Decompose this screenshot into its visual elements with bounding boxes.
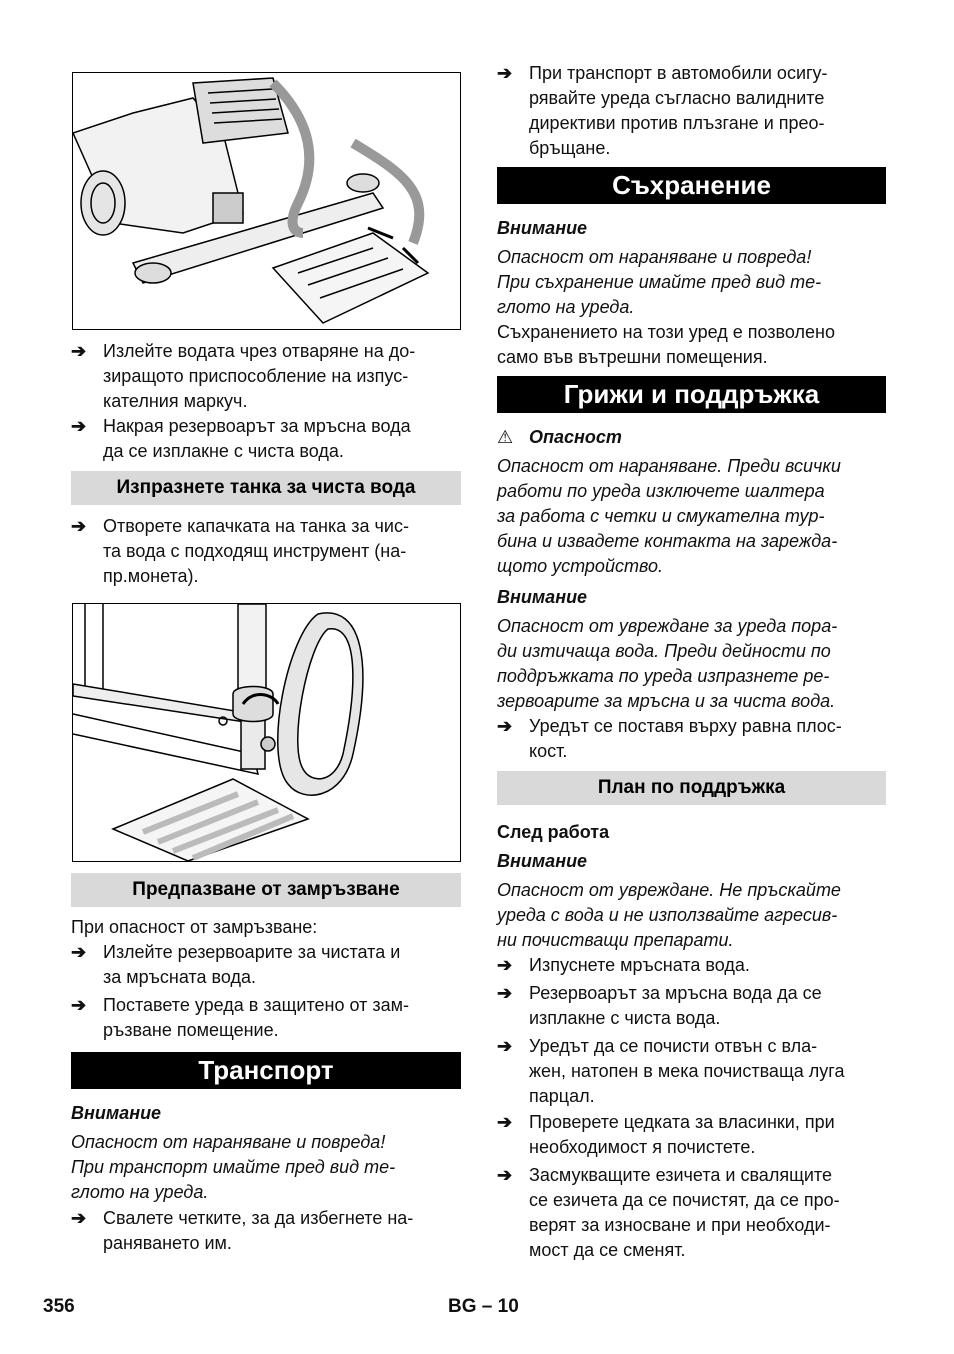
illustration-tank-cap [73, 604, 460, 861]
bullet-text: Излейте резервоарите за чистата и за мръсната вода. [103, 942, 401, 987]
page-number: 356 [43, 1296, 75, 1317]
bullet-item [71, 1206, 461, 1256]
arrow-right-icon: ➔ [71, 995, 87, 1015]
section-heading-care-maintenance: Грижи и поддръжка [497, 376, 886, 413]
arrow-right-icon: ➔ [71, 341, 87, 361]
section-heading-empty-clean-tank: Изпразнете танка за чиста вода [71, 471, 461, 505]
bullet-item [497, 714, 887, 764]
right-column [497, 0, 887, 1354]
footer-local-page: 10 [497, 1296, 519, 1317]
bullet-text: Поставете уреда в защитено от зам- ръзване помещение. [103, 995, 409, 1040]
footer-page-ref [448, 1296, 519, 1318]
warning-triangle-icon: ⚠ [497, 427, 514, 447]
arrow-right-icon: ➔ [71, 1208, 87, 1228]
bullet-text: Изпуснете мръсната вода. [529, 955, 750, 975]
left-column [71, 0, 461, 1354]
section-heading-transport: Транспорт [71, 1052, 461, 1089]
bullet-text: Отворете капачката на танка за чис- та вода с подходящ инструмент (на- пр.монета). [103, 516, 409, 586]
storage-warning-label: Внимание [497, 218, 588, 238]
bullet-text: Свалете четките, за да избегнете на- раняването им. [103, 1208, 414, 1253]
figure-drain-hose [72, 72, 461, 330]
transport-warning-label: Внимание [71, 1103, 162, 1123]
bullet-item [71, 339, 461, 414]
arrow-right-icon: ➔ [497, 1112, 513, 1132]
arrow-right-icon: ➔ [71, 516, 87, 536]
after-work-warning-label: Внимание [497, 851, 588, 871]
bullet-text: При транспорт в автомобили осигу- рявайте уреда съгласно валидните директиви против плъзгане и прео- бръщане. [529, 63, 828, 158]
bullet-item [497, 981, 887, 1031]
footer-dash: – [481, 1296, 493, 1317]
arrow-right-icon: ➔ [497, 983, 513, 1003]
bullet-item [71, 414, 461, 464]
bullet-item [497, 1163, 887, 1263]
footer-lang: BG [448, 1296, 477, 1317]
danger-label: Опасност [529, 427, 622, 447]
bullet-item [497, 61, 887, 161]
bullet-item [497, 1110, 887, 1160]
bullet-text: Излейте водата чрез отваряне на до- зиращото приспособление на изпус- кателния маркуч. [103, 341, 416, 411]
frost-intro-text: При опасност от замръзване: [71, 917, 318, 937]
bullet-item [71, 940, 461, 990]
section-heading-frost-protection: Предпазване от замръзване [71, 873, 461, 907]
arrow-right-icon: ➔ [497, 716, 513, 736]
care-warning-label: Внимание [497, 587, 588, 607]
bullet-item [497, 953, 887, 978]
bullet-item [497, 1034, 887, 1109]
arrow-right-icon: ➔ [497, 955, 513, 975]
bullet-item [71, 993, 461, 1043]
arrow-right-icon: ➔ [71, 416, 87, 436]
transport-warning-text: Опасност от нараняване и повреда! При транспорт имайте пред вид те- глото на уреда. [71, 1132, 396, 1202]
section-heading-maintenance-plan: План по поддръжка [497, 771, 886, 805]
section-heading-storage: Съхранение [497, 167, 886, 204]
bullet-text: Резервоарът за мръсна вода да се изплакне с чиста вода. [529, 983, 822, 1028]
danger-text: Опасност от нараняване. Преди всички работи по уреда изключете шалтера за работа с четки и смукателна тур- бина и извадете контакта на зарежда- щото устройство. [497, 456, 841, 576]
bullet-text: Накрая резервоарът за мръсна вода да се изплакне с чиста вода. [103, 416, 411, 461]
after-work-heading: След работа [497, 822, 610, 842]
bullet-text: Проверете цедката за власинки, при необходимост я почистете. [529, 1112, 835, 1157]
after-work-warning-text: Опасност от увреждане. Не пръскайте уреда с вода и не използвайте агресив- ни почистващи препарати. [497, 880, 841, 950]
arrow-right-icon: ➔ [71, 942, 87, 962]
bullet-text: Засмукващите езичета и свалящите се езичета да се почистят, да се про- верят за износване и при необходи- мост да се сменят. [529, 1165, 840, 1260]
bullet-text: Уредът се поставя върху равна плос- кост. [529, 716, 842, 761]
danger-heading [497, 425, 887, 450]
bullet-item [71, 514, 461, 589]
arrow-right-icon: ➔ [497, 1036, 513, 1056]
care-warning-text: Опасност от увреждане за уреда пора- ди изтичаща вода. Преди дейности по поддръжката по уреда изпразнете ре- зервоарите за мръсна и за чиста вода. [497, 616, 838, 711]
illustration-drain-hose [73, 73, 460, 329]
storage-warning-text: Опасност от нараняване и повреда! При съхранение имайте пред вид те- глото на уреда. [497, 247, 822, 317]
arrow-right-icon: ➔ [497, 63, 513, 83]
arrow-right-icon: ➔ [497, 1165, 513, 1185]
figure-tank-cap [72, 603, 461, 862]
storage-text: Съхранението на този уред е позволено само във вътрешни помещения. [497, 322, 835, 367]
bullet-text: Уредът да се почисти отвън с вла- жен, натопен в мека почистваща луга парцал. [529, 1036, 845, 1106]
